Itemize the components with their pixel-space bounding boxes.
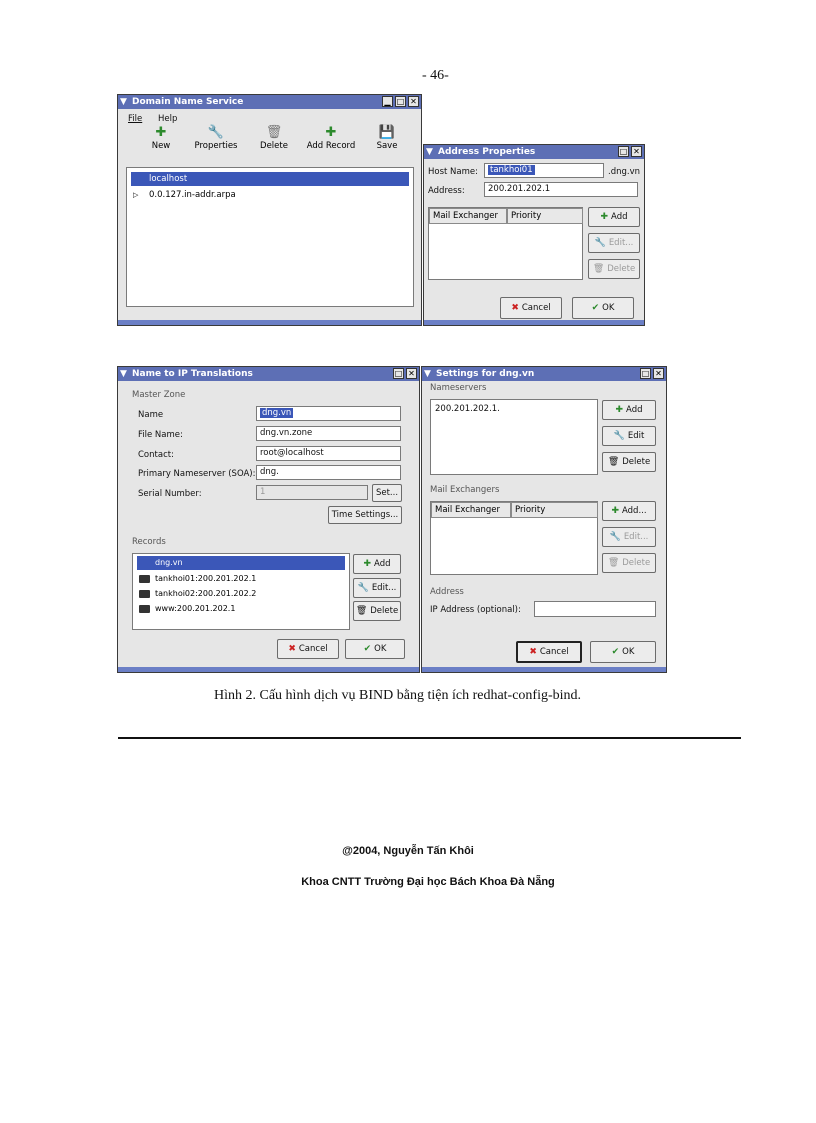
window-border xyxy=(422,667,666,672)
host-icon xyxy=(139,605,150,613)
close-icon[interactable]: ✕ xyxy=(631,146,642,157)
edit-label: Edit... xyxy=(371,583,397,593)
delete-label: Delete xyxy=(622,457,651,467)
ok-icon: ✔ xyxy=(591,303,600,313)
cancel-button[interactable] xyxy=(516,641,582,663)
record-label: dng.vn xyxy=(155,558,183,567)
window-border xyxy=(118,667,419,672)
new-icon: ✚ xyxy=(155,125,167,140)
col-priority[interactable]: Priority xyxy=(507,208,583,224)
records-list[interactable] xyxy=(132,553,350,630)
toolbar-delete-label: Delete xyxy=(260,141,288,151)
domain-suffix: .dng.vn xyxy=(608,167,640,177)
delete-icon: 🗑 xyxy=(592,264,605,274)
window-menu-icon[interactable]: ▼ xyxy=(120,369,127,379)
add-icon: ✚ xyxy=(363,559,372,569)
delete-icon: 🗑 xyxy=(265,125,283,140)
window-menu-icon[interactable]: ▼ xyxy=(120,97,127,107)
contact-input[interactable]: root@localhost xyxy=(256,446,401,461)
nameserver-add-button[interactable] xyxy=(602,400,656,420)
dns-title: Domain Name Service xyxy=(132,97,244,107)
cancel-label: Cancel xyxy=(521,303,551,313)
primary-nameserver-label: Primary Nameserver (SOA): xyxy=(138,469,256,479)
maximize-icon[interactable]: □ xyxy=(396,97,405,106)
delete-label: Delete xyxy=(622,558,651,568)
edit-button[interactable] xyxy=(588,233,640,253)
ok-label: OK xyxy=(374,644,387,654)
records-heading: Records xyxy=(132,537,166,547)
zone-settings-window xyxy=(421,366,667,673)
record-item[interactable] xyxy=(137,587,345,601)
delete-label: Delete xyxy=(370,606,399,616)
mx-list[interactable] xyxy=(428,207,583,280)
address-label: Address: xyxy=(428,186,465,196)
window-menu-icon[interactable]: ▼ xyxy=(426,147,433,157)
cancel-button[interactable] xyxy=(277,639,339,659)
time-settings-button[interactable]: Time Settings... xyxy=(328,506,402,524)
file-name-input[interactable]: dng.vn.zone xyxy=(256,426,401,441)
toolbar-save-label: Save xyxy=(376,141,398,151)
host-name-value: tankhoi01 xyxy=(490,165,533,175)
cancel-label: Cancel xyxy=(539,647,569,657)
tree-item-label: 0.0.127.in-addr.arpa xyxy=(149,190,236,200)
translations-title: Name to IP Translations xyxy=(132,369,253,379)
ok-button[interactable] xyxy=(572,297,634,319)
record-label: www:200.201.202.1 xyxy=(155,604,236,613)
toolbar-add-record-label: Add Record xyxy=(306,141,356,151)
settings-title: Settings for dng.vn xyxy=(436,369,535,379)
translations-window xyxy=(117,366,420,673)
col-mail-exchanger[interactable]: Mail Exchanger xyxy=(429,208,507,224)
toolbar-new-label: New xyxy=(151,141,171,151)
edit-icon: 🔧 xyxy=(594,238,606,248)
mail-exchangers-heading: Mail Exchangers xyxy=(430,485,500,495)
translations-titlebar[interactable] xyxy=(118,367,419,381)
name-input[interactable] xyxy=(256,406,401,421)
ok-button[interactable] xyxy=(345,639,405,659)
add-record-icon: ✚ xyxy=(325,125,337,140)
add-icon: ✚ xyxy=(615,405,624,415)
col-mail-exchanger[interactable]: Mail Exchanger xyxy=(431,502,511,518)
host-icon xyxy=(139,590,150,598)
properties-icon: 🔧 xyxy=(207,125,225,140)
maximize-icon[interactable]: □ xyxy=(394,369,403,378)
nameserver-delete-button[interactable] xyxy=(602,452,656,472)
tree-item-reverse-zone[interactable] xyxy=(131,188,409,202)
name-label: Name xyxy=(138,410,164,420)
mx-edit-button[interactable] xyxy=(602,527,656,547)
nameservers-heading: Nameservers xyxy=(430,383,487,393)
cancel-icon: ✖ xyxy=(511,303,519,313)
host-icon xyxy=(139,575,150,583)
name-value: dng.vn xyxy=(262,408,292,418)
nameserver-edit-button[interactable] xyxy=(602,426,656,446)
file-name-label: File Name: xyxy=(138,430,183,440)
toolbar-add-record-button[interactable] xyxy=(302,125,360,151)
tree-item-label: localhost xyxy=(149,174,188,184)
settings-titlebar[interactable] xyxy=(422,367,666,381)
figure-caption: Hình 2. Cấu hình dịch vụ BIND bằng tiện ích redhat-config-bind. xyxy=(214,688,582,703)
close-icon[interactable]: ✕ xyxy=(408,96,419,107)
nameserver-item[interactable]: 200.201.202.1. xyxy=(435,404,500,414)
add-label: Add xyxy=(611,212,628,222)
delete-button[interactable] xyxy=(588,259,640,279)
toolbar-properties-label: Properties xyxy=(194,141,238,151)
mx-delete-button[interactable] xyxy=(602,553,656,573)
address-titlebar[interactable] xyxy=(424,145,644,159)
add-label: Add xyxy=(626,405,643,415)
records-delete-button[interactable] xyxy=(353,601,401,621)
window-border xyxy=(118,320,421,325)
save-icon: 💾 xyxy=(378,125,396,140)
zone-tree xyxy=(126,167,414,307)
toolbar-delete-button[interactable] xyxy=(257,125,291,151)
tree-item-localhost[interactable] xyxy=(131,172,409,186)
ok-icon: ✔ xyxy=(611,647,620,657)
ok-button[interactable] xyxy=(590,641,656,663)
maximize-icon[interactable]: □ xyxy=(619,147,628,156)
close-icon[interactable]: ✕ xyxy=(653,368,664,379)
minimize-icon[interactable]: ▁ xyxy=(382,96,393,107)
separator-line xyxy=(118,737,741,739)
cancel-icon: ✖ xyxy=(288,644,296,654)
serial-number-input[interactable]: 1 xyxy=(256,485,368,500)
toolbar-new-button[interactable] xyxy=(146,125,176,151)
page-number: - 46- xyxy=(422,68,449,83)
add-icon: ✚ xyxy=(600,212,609,222)
cancel-icon: ✖ xyxy=(529,647,537,657)
dns-titlebar[interactable] xyxy=(118,95,421,109)
set-button[interactable]: Set... xyxy=(372,484,402,502)
address-properties-window xyxy=(423,144,645,326)
record-label: tankhoi01:200.201.202.1 xyxy=(155,574,257,583)
menu-help[interactable]: Help xyxy=(158,114,178,124)
footer-faculty: Khoa CNTT Trường Đại học Bách Khoa Đà Nẵng xyxy=(301,876,555,888)
window-border xyxy=(424,320,644,325)
delete-label: Delete xyxy=(607,264,636,274)
address-heading: Address xyxy=(430,587,464,597)
edit-label: Edit xyxy=(627,431,645,441)
close-icon[interactable]: ✕ xyxy=(406,368,417,379)
ip-address-input[interactable] xyxy=(534,601,656,617)
add-label: Add xyxy=(374,559,391,569)
edit-icon: 🔧 xyxy=(609,532,621,542)
address-title: Address Properties xyxy=(438,147,536,157)
records-edit-button[interactable] xyxy=(353,578,401,598)
record-item[interactable] xyxy=(137,556,345,570)
edit-label: Edit... xyxy=(623,532,649,542)
records-add-button[interactable] xyxy=(353,554,401,574)
host-name-label: Host Name: xyxy=(428,167,478,177)
toolbar-save-button[interactable] xyxy=(371,125,403,151)
delete-icon: 🗑 xyxy=(607,457,620,467)
address-input[interactable]: 200.201.202.1 xyxy=(484,182,638,197)
cancel-button[interactable] xyxy=(500,297,562,319)
toolbar-properties-button[interactable] xyxy=(192,125,240,151)
mail-exchangers-list[interactable] xyxy=(430,501,598,575)
record-label: tankhoi02:200.201.202.2 xyxy=(155,589,257,598)
ok-icon: ✔ xyxy=(363,644,372,654)
col-priority[interactable]: Priority xyxy=(511,502,598,518)
add-icon: ✚ xyxy=(611,506,619,516)
menu-file[interactable]: File xyxy=(128,114,143,124)
record-item[interactable] xyxy=(137,602,345,616)
nameservers-list[interactable] xyxy=(430,399,598,475)
host-name-input[interactable] xyxy=(484,163,604,178)
ok-label: OK xyxy=(622,647,635,657)
expander-icon[interactable]: ▷ xyxy=(133,191,139,199)
ip-address-label: IP Address (optional): xyxy=(430,605,521,615)
add-button[interactable] xyxy=(588,207,640,227)
master-zone-heading: Master Zone xyxy=(132,390,186,400)
delete-icon: 🗑 xyxy=(355,606,368,616)
edit-icon: 🔧 xyxy=(357,583,369,593)
record-item[interactable] xyxy=(137,572,345,586)
add-label: Add... xyxy=(621,506,647,516)
primary-nameserver-input[interactable]: dng. xyxy=(256,465,401,480)
window-menu-icon[interactable]: ▼ xyxy=(424,369,431,379)
delete-icon: 🗑 xyxy=(607,558,620,568)
edit-icon: 🔧 xyxy=(613,431,625,441)
serial-number-label: Serial Number: xyxy=(138,489,202,499)
footer-copyright: @2004, Nguyễn Tấn Khôi xyxy=(342,845,474,857)
cancel-label: Cancel xyxy=(298,644,328,654)
contact-label: Contact: xyxy=(138,450,174,460)
mx-add-button[interactable] xyxy=(602,501,656,521)
dns-window xyxy=(117,94,422,326)
ok-label: OK xyxy=(602,303,615,313)
maximize-icon[interactable]: □ xyxy=(641,369,650,378)
edit-label: Edit... xyxy=(608,238,634,248)
